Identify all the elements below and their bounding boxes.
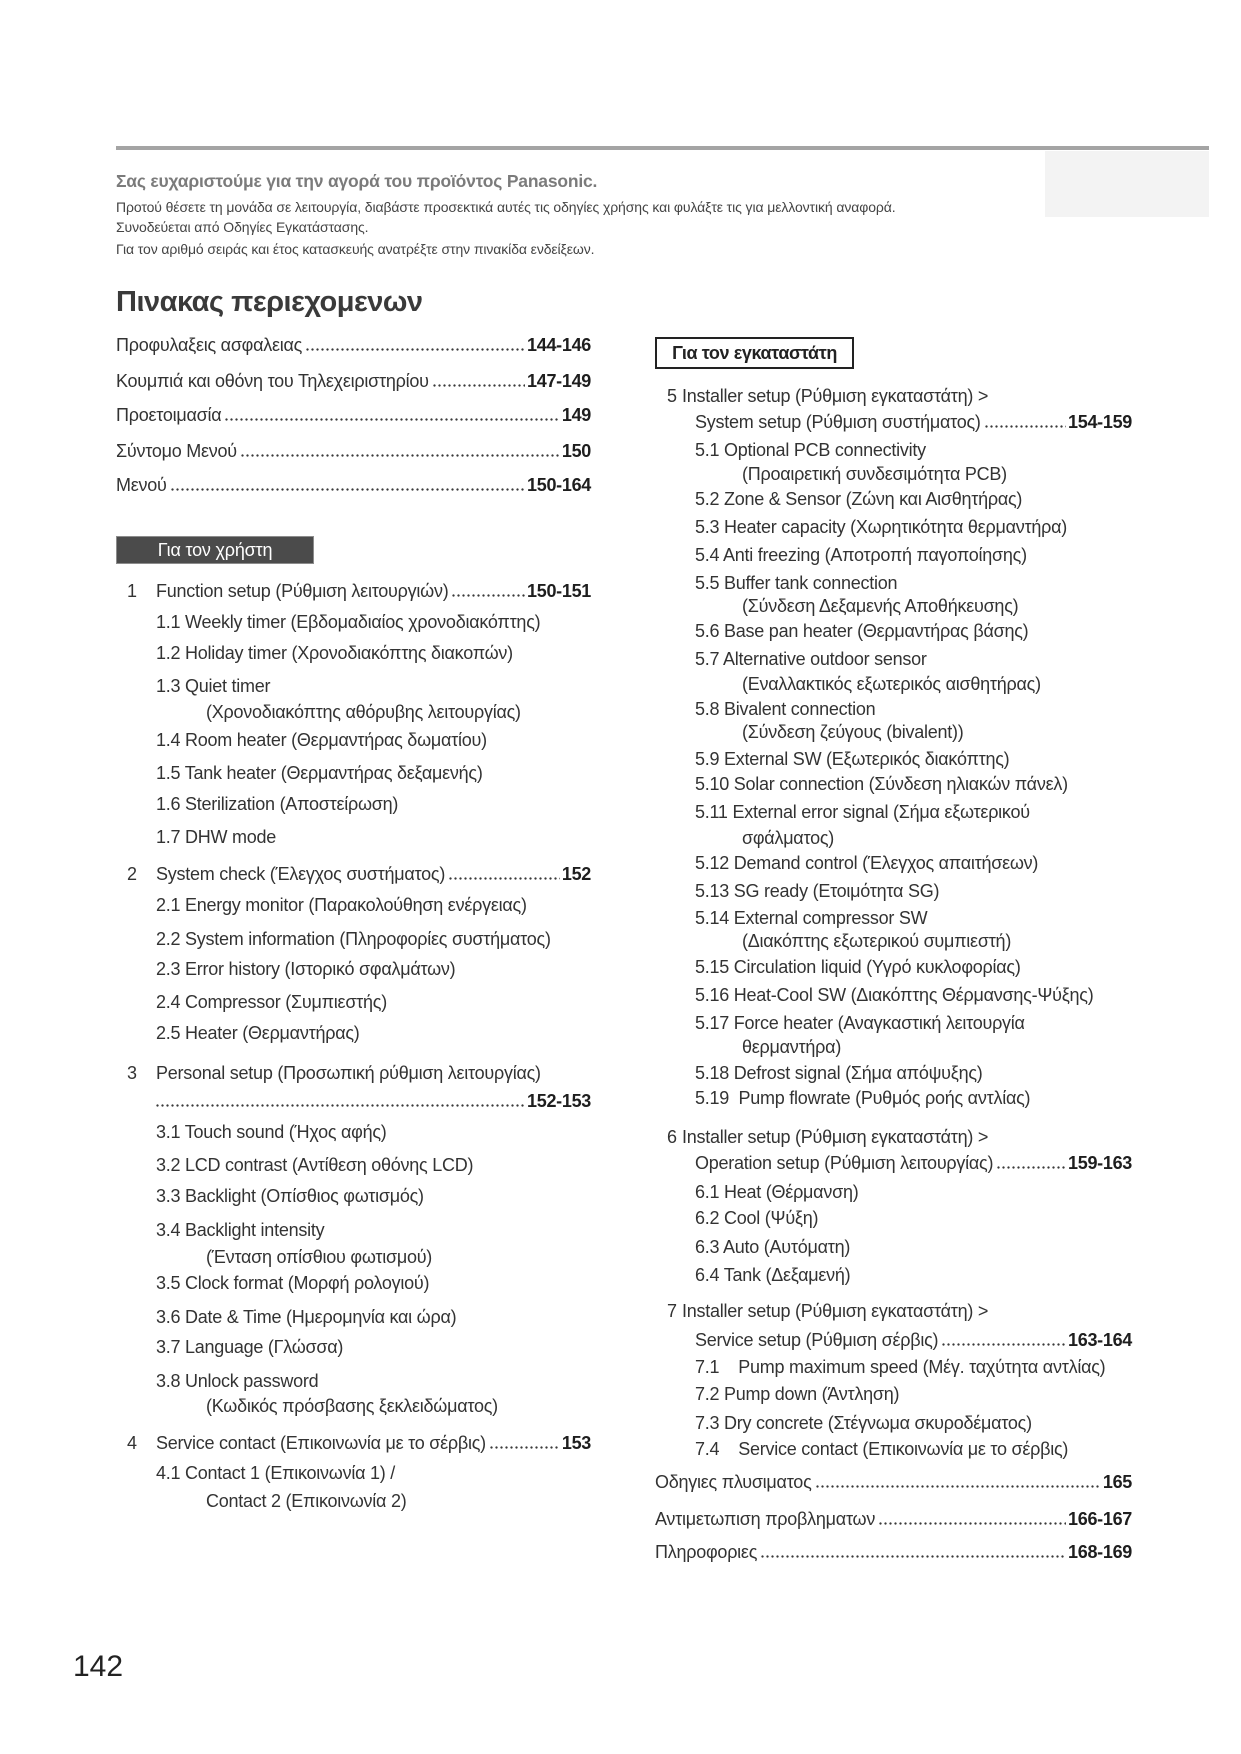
toc-subitem: 3.4 Backlight intensity <box>156 1220 325 1240</box>
toc-entry-pages: 150 <box>561 441 591 461</box>
dot-leader <box>879 1522 1066 1525</box>
toc-subitem: 4.1 Contact 1 (Επικοινωνία 1) / <box>156 1463 395 1483</box>
toc-subitem: 5.7 Alternative outdoor sensor <box>695 649 927 669</box>
toc-entry <box>655 1508 1132 1530</box>
toc-section-pages-line <box>156 1090 591 1112</box>
intro-line: Προτού θέσετε τη μονάδα σε λειτουργία, διαβάστε προσεκτικά αυτές τις οδηγίες χρήσης και φυλάξτε τις για μελλοντική αναφορά. <box>116 199 896 215</box>
toc-subitem: 3.8 Unlock password <box>156 1371 319 1391</box>
dot-leader <box>225 418 559 421</box>
toc-subitem: 5.13 SG ready (Ετοιμότητα SG) <box>695 881 940 901</box>
toc-entry-label: Μενού <box>116 475 167 495</box>
toc-subitem: 5.8 Bivalent connection <box>695 699 876 719</box>
toc-subitem: 5.9 External SW (Εξωτερικός διακόπτης) <box>695 749 1010 769</box>
toc-subitem: 2.4 Compressor (Συμπιεστής) <box>156 992 387 1012</box>
toc-subitem: 1.7 DHW mode <box>156 827 277 847</box>
toc-subitem-continuation: Contact 2 (Επικοινωνία 2) <box>206 1491 407 1511</box>
toc-section <box>695 1329 1132 1351</box>
user-section-tag: Για τον χρήστη <box>116 536 314 564</box>
dot-leader <box>306 348 525 351</box>
toc-subitem: 7.1 Pump maximum speed (Μέγ. ταχύτητα αντλίας) <box>695 1357 1106 1377</box>
toc-subitem: 5.2 Zone & Sensor (Ζώνη και Αισθητήρας) <box>695 489 1023 509</box>
section-number: 5 <box>667 386 677 406</box>
toc-section-title <box>667 1300 988 1322</box>
toc-subitem: 5.12 Demand control (Έλεγχος απαιτήσεων) <box>695 853 1039 873</box>
toc-section <box>127 580 591 602</box>
toc-subitem: 1.6 Sterilization (Αποστείρωση) <box>156 794 399 814</box>
dot-leader <box>942 1343 1066 1346</box>
section-pages: 153 <box>561 1433 591 1453</box>
section-title: Installer setup (Ρύθμιση εγκαταστάτη) > <box>682 1127 989 1147</box>
toc-subitem: 1.4 Room heater (Θερμαντήρας δωματίου) <box>156 730 487 750</box>
dot-leader <box>449 877 560 880</box>
toc-entry-label: Προετοιμασία <box>116 405 222 425</box>
toc-subitem: 3.1 Touch sound (Ήχος αφής) <box>156 1122 387 1142</box>
toc-subitem: 7.2 Pump down (Άντληση) <box>695 1384 900 1404</box>
toc-section-title <box>667 385 988 407</box>
toc-entry-label: Προφυλαξεις ασφαλειας <box>116 335 303 355</box>
section-number: 4 <box>127 1433 137 1453</box>
section-title: Installer setup (Ρύθμιση εγκαταστάτη) > <box>682 386 989 406</box>
toc-section <box>695 1152 1132 1174</box>
section-label: System check (Έλεγχος συστήματος) <box>156 864 446 884</box>
toc-subitem: 5.19 Pump flowrate (Ρυθμός ροής αντλίας) <box>695 1088 1031 1108</box>
toc-subitem-continuation: (Προαιρετική συνδεσιμότητα PCB) <box>742 464 1007 484</box>
toc-subitem-continuation: (Ένταση οπίσθιου φωτισμού) <box>206 1247 433 1267</box>
toc-entry-label: Αντιμετωπιση προβληματων <box>655 1509 876 1529</box>
toc-subitem: 5.16 Heat-Cool SW (Διακόπτης Θέρμανσης-Ψύξης) <box>695 985 1094 1005</box>
toc-entry <box>116 474 591 496</box>
dot-leader <box>433 384 525 387</box>
toc-subitem: 5.18 Defrost signal (Σήμα απόψυξης) <box>695 1063 983 1083</box>
section-label: Function setup (Ρύθμιση λειτουργιών) <box>156 581 449 601</box>
toc-entry <box>655 1541 1132 1563</box>
dot-leader <box>452 594 525 597</box>
installer-section-tag: Για τον εγκαταστάτη <box>655 337 854 369</box>
dot-leader <box>241 454 560 457</box>
toc-entry <box>116 370 591 392</box>
toc-section-title <box>667 1126 988 1148</box>
toc-entry-label: Πληροφοριες <box>655 1542 758 1562</box>
intro-heading: Σας ευχαριστούμε για την αγορά του προϊόντος Panasonic. <box>116 171 598 191</box>
toc-subitem: 2.2 System information (Πληροφορίες συστήματος) <box>156 929 551 949</box>
toc-title: Πινακας περιεχομενων <box>116 286 423 318</box>
toc-entry-pages: 144-146 <box>527 335 591 355</box>
toc-subitem: 3.7 Language (Γλώσσα) <box>156 1337 344 1357</box>
dot-leader <box>490 1446 560 1449</box>
toc-subitem-continuation: (Σύνδεση ζεύγους (bivalent)) <box>742 722 964 742</box>
toc-entry <box>116 334 591 356</box>
section-number: 1 <box>127 581 137 601</box>
toc-section <box>127 863 591 885</box>
header-rule <box>116 146 1209 150</box>
toc-subitem: 5.15 Circulation liquid (Υγρό κυκλοφορίας) <box>695 957 1021 977</box>
dot-leader <box>997 1166 1066 1169</box>
toc-entry-pages: 168-169 <box>1068 1542 1132 1562</box>
section-pages: 152-153 <box>527 1091 591 1111</box>
section-label: Personal setup (Προσωπική ρύθμιση λειτουργίας) <box>156 1063 541 1083</box>
section-pages: 150-151 <box>527 581 591 601</box>
section-number: 7 <box>667 1301 677 1321</box>
toc-subitem: 5.3 Heater capacity (Χωρητικότητα θερμαντήρα) <box>695 517 1067 537</box>
toc-subitem: 2.3 Error history (Ιστορικό σφαλμάτων) <box>156 959 456 979</box>
toc-entry-pages: 149 <box>561 405 591 425</box>
toc-subitem: 1.3 Quiet timer <box>156 676 271 696</box>
dot-leader <box>156 1104 525 1107</box>
toc-subitem: 3.6 Date & Time (Ημερομηνία και ώρα) <box>156 1307 457 1327</box>
section-pages: 154-159 <box>1068 412 1132 432</box>
section-label: Service contact (Επικοινωνία με το σέρβις) <box>156 1433 486 1453</box>
toc-subitem: 5.10 Solar connection (Σύνδεση ηλιακών πάνελ) <box>695 774 1068 794</box>
toc-section <box>695 411 1132 433</box>
dot-leader <box>761 1555 1066 1558</box>
toc-subitem-continuation: (Κωδικός πρόσβασης ξεκλειδώματος) <box>206 1396 498 1416</box>
section-pages: 152 <box>561 864 591 884</box>
dot-leader <box>171 488 525 491</box>
toc-subitem: 3.2 LCD contrast (Αντίθεση οθόνης LCD) <box>156 1155 474 1175</box>
toc-subitem: 5.5 Buffer tank connection <box>695 573 898 593</box>
section-number: 6 <box>667 1127 677 1147</box>
toc-entry <box>116 404 591 426</box>
toc-subitem: 5.14 External compressor SW <box>695 908 928 928</box>
toc-subitem: 5.1 Optional PCB connectivity <box>695 440 926 460</box>
section-label: System setup (Ρύθμιση συστήματος) <box>695 412 981 432</box>
section-label: Operation setup (Ρύθμιση λειτουργίας) <box>695 1153 994 1173</box>
toc-section <box>127 1062 591 1084</box>
toc-subitem: 7.3 Dry concrete (Στέγνωμα σκυροδέματος) <box>695 1413 1032 1433</box>
section-title: Installer setup (Ρύθμιση εγκαταστάτη) > <box>682 1301 989 1321</box>
toc-entry-pages: 147-149 <box>527 371 591 391</box>
toc-entry-pages: 166-167 <box>1068 1509 1132 1529</box>
toc-entry-pages: 165 <box>1102 1472 1132 1492</box>
toc-subitem: 6.2 Cool (Ψύξη) <box>695 1208 819 1228</box>
toc-subitem: 7.4 Service contact (Επικοινωνία με το σέρβις) <box>695 1439 1069 1459</box>
intro-line: Συνοδεύεται από Οδηγίες Εγκατάστασης. <box>116 219 369 235</box>
toc-subitem: 5.17 Force heater (Αναγκαστική λειτουργία <box>695 1013 1025 1033</box>
toc-entry-pages: 150-164 <box>527 475 591 495</box>
section-pages: 159-163 <box>1068 1153 1132 1173</box>
toc-subitem-continuation: (Σύνδεση Δεξαμενής Αποθήκευσης) <box>742 596 1019 616</box>
section-number: 2 <box>127 864 137 884</box>
toc-section <box>127 1432 591 1454</box>
dot-leader <box>816 1485 1101 1488</box>
toc-subitem: 2.1 Energy monitor (Παρακολούθηση ενέργειας) <box>156 895 527 915</box>
toc-subitem: 1.2 Holiday timer (Χρονοδιακόπτης διακοπών) <box>156 643 513 663</box>
toc-subitem: 3.3 Backlight (Οπίσθιος φωτισμός) <box>156 1186 424 1206</box>
toc-entry <box>655 1471 1132 1493</box>
toc-subitem: 6.1 Heat (Θέρμανση) <box>695 1182 859 1202</box>
page-number: 142 <box>73 1650 124 1683</box>
toc-subitem-continuation: (Εναλλακτικός εξωτερικός αισθητήρας) <box>742 674 1041 694</box>
toc-subitem: 6.4 Tank (Δεξαμενή) <box>695 1265 851 1285</box>
toc-subitem-continuation: (Χρονοδιακόπτης αθόρυβης λειτουργίας) <box>206 702 521 722</box>
intro-line: Για τον αριθμό σειράς και έτος κατασκευής ανατρέξτε στην πινακίδα ενδείξεων. <box>116 241 595 257</box>
toc-subitem: 5.11 External error signal (Σήμα εξωτερικού <box>695 802 1030 822</box>
toc-entry-label: Σύντομο Μενού <box>116 441 237 461</box>
toc-subitem: 5.4 Anti freezing (Αποτροπή παγοποίησης) <box>695 545 1027 565</box>
toc-subitem: 1.5 Tank heater (Θερμαντήρας δεξαμενής) <box>156 763 483 783</box>
header-shade <box>1045 151 1209 217</box>
toc-entry <box>116 440 591 462</box>
toc-entry-label: Κουμπιά και οθόνη του Τηλεχειριστηρίου <box>116 371 429 391</box>
section-label: Service setup (Ρύθμιση σέρβις) <box>695 1330 939 1350</box>
toc-subitem: 5.6 Base pan heater (Θερμαντήρας βάσης) <box>695 621 1029 641</box>
toc-subitem: 2.5 Heater (Θερμαντήρας) <box>156 1023 360 1043</box>
toc-subitem: 1.1 Weekly timer (Εβδομαδιαίος χρονοδιακόπτης) <box>156 612 541 632</box>
toc-entry-label: Οδηγιες πλυσιματος <box>655 1472 812 1492</box>
toc-subitem-continuation: θερμαντήρα) <box>742 1037 842 1057</box>
toc-subitem-continuation: σφάλματος) <box>742 828 834 848</box>
section-number: 3 <box>127 1063 137 1083</box>
toc-subitem: 3.5 Clock format (Μορφή ρολογιού) <box>156 1273 430 1293</box>
toc-subitem-continuation: (Διακόπτης εξωτερικού συμπιεστή) <box>742 931 1012 951</box>
section-pages: 163-164 <box>1068 1330 1132 1350</box>
toc-subitem: 6.3 Auto (Αυτόματη) <box>695 1237 851 1257</box>
dot-leader <box>985 425 1066 428</box>
